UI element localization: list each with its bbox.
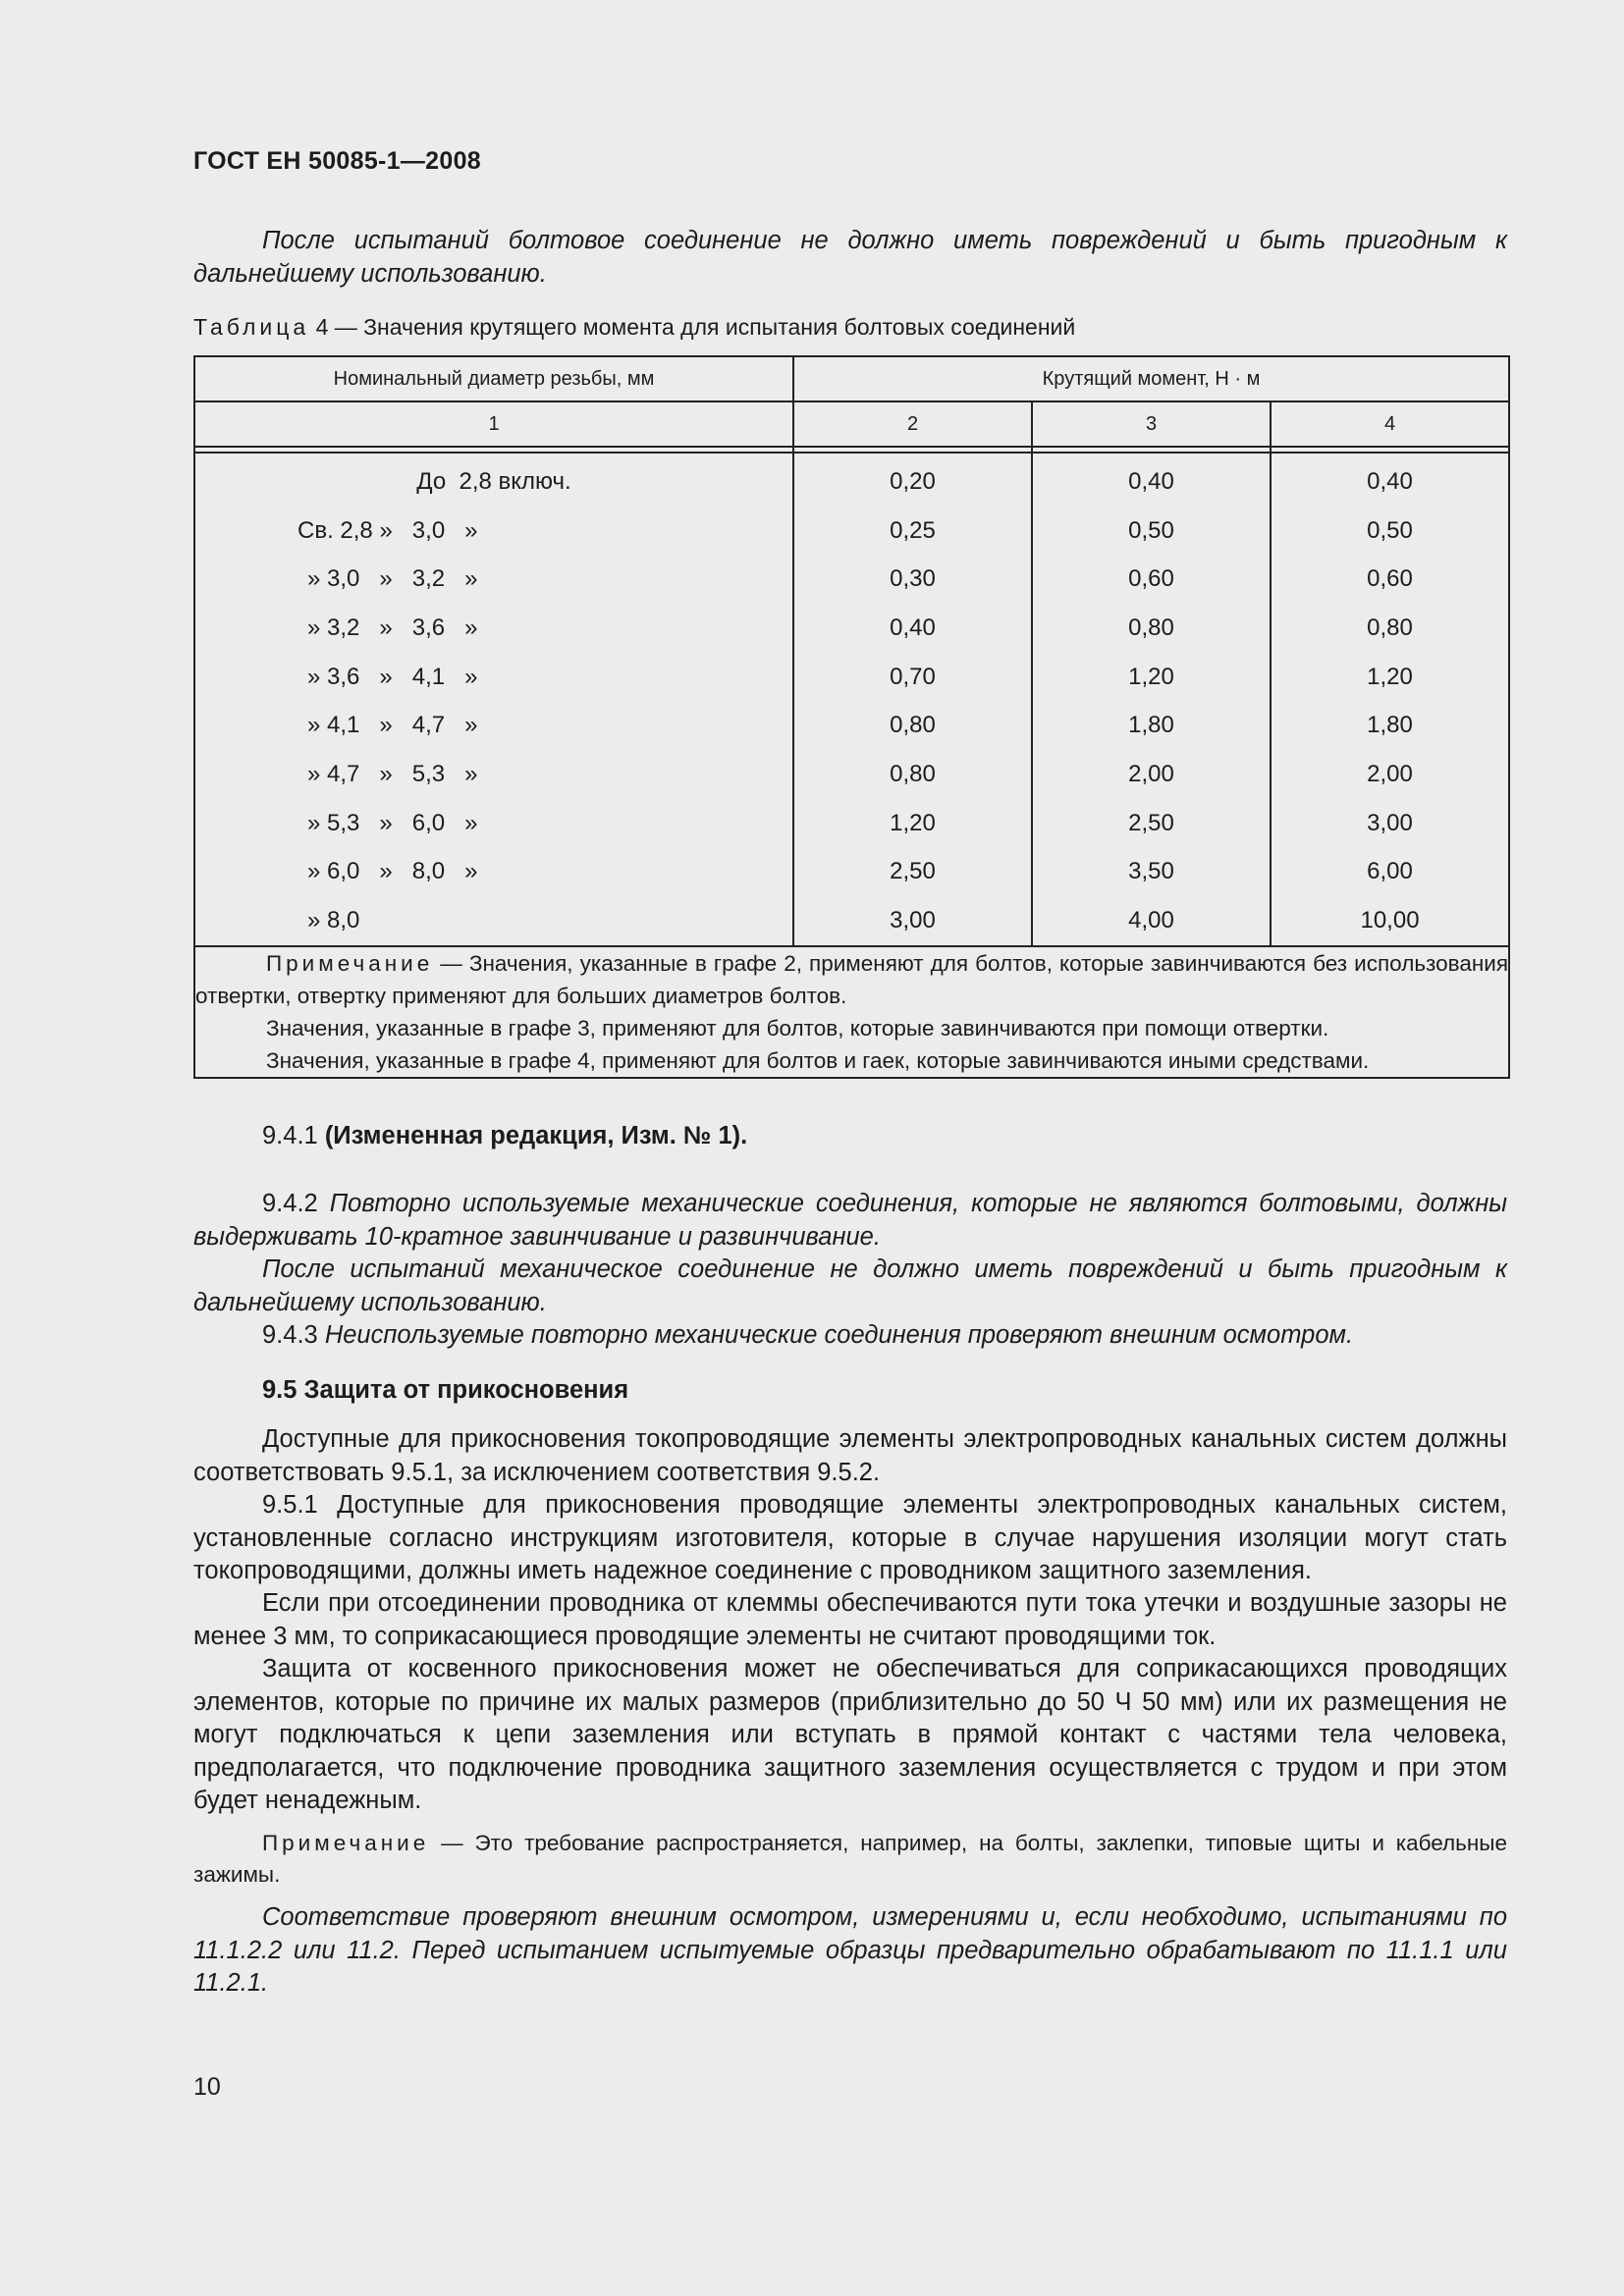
- torque-value-c4: 0,80: [1271, 604, 1509, 653]
- table-caption-text: 4 — Значения крутящего момента для испытания болтовых соединений: [309, 314, 1076, 340]
- diameter-value: » 3,6 » 4,1 »: [307, 663, 478, 690]
- torque-value-c4: 6,00: [1271, 848, 1509, 897]
- section-9-4-1: [193, 1120, 1507, 1153]
- torque-value-c4: 2,00: [1271, 750, 1509, 799]
- note2-label: Примечание: [262, 1831, 430, 1855]
- table-row: [194, 604, 1509, 653]
- section-9-5-title: 9.5 Защита от прикосновения: [262, 1376, 629, 1404]
- amendment-note: (Измененная редакция, Изм. № 1).: [324, 1122, 748, 1149]
- page-number: 10: [193, 2073, 221, 2101]
- col1-header: Номинальный диаметр резьбы, мм: [194, 356, 793, 401]
- table-caption-label: Таблица: [193, 314, 310, 340]
- section-9-5-1-paragraph1: 9.5.1 Доступные для прикосновения проводящие элементы электропроводных канальных систем, установленные согласно инструкциям изготовителя, которые в случае нарушения изоляции могут стать токопроводящими, должны иметь надежное соединение с проводником защитного заземления.: [193, 1491, 1507, 1584]
- col-number: 4: [1271, 401, 1509, 447]
- note-label: Примечание: [266, 950, 434, 976]
- torque-value-c3: 0,50: [1032, 507, 1271, 556]
- torque-value-c2: 0,25: [793, 507, 1032, 556]
- diameter-value: » 6,0 » 8,0 »: [307, 858, 478, 885]
- section-9-4-3: [193, 1319, 1507, 1353]
- table-row: [194, 848, 1509, 897]
- table-row: [194, 453, 1509, 507]
- torque-value-c4: 0,60: [1271, 555, 1509, 604]
- torque-value-c3: 0,40: [1032, 453, 1271, 507]
- section-number: 9.4.1: [262, 1122, 325, 1149]
- note-2: [193, 1828, 1507, 1891]
- section-text: Повторно используемые механические соединения, которые не являются болтовыми, должны выдерживать 10-кратное завинчивание и развинчивание.: [193, 1190, 1507, 1251]
- col2-header: Крутящий момент, Н · м: [793, 356, 1509, 401]
- section-9-4-2: [193, 1188, 1507, 1254]
- col-number: 1: [194, 401, 793, 447]
- torque-value-c2: 2,50: [793, 848, 1032, 897]
- table-row: [194, 701, 1509, 750]
- section-number: 9.4.2: [262, 1190, 330, 1217]
- diameter-cell: [194, 604, 793, 653]
- document-header: ГОСТ ЕН 50085-1—2008: [193, 147, 481, 175]
- diameter-value: » 4,7 » 5,3 »: [307, 760, 478, 787]
- table-caption: [193, 314, 1075, 341]
- torque-value-c3: 0,80: [1032, 604, 1271, 653]
- torque-value-c2: 3,00: [793, 896, 1032, 946]
- col-number: 2: [793, 401, 1032, 447]
- diameter-value: До 2,8 включ.: [416, 467, 571, 495]
- diameter-value: » 3,2 » 3,6 »: [307, 614, 478, 641]
- diameter-value: » 3,0 » 3,2 »: [307, 565, 478, 593]
- torque-value-c3: 0,60: [1032, 555, 1271, 604]
- torque-value-c3: 2,50: [1032, 799, 1271, 848]
- column-number-row: [194, 401, 1509, 447]
- section-9-4-2-after: После испытаний механическое соединение не должно иметь повреждений и быть пригодным к дальнейшему использованию.: [193, 1255, 1507, 1316]
- table-row: [194, 555, 1509, 604]
- table-row: [194, 507, 1509, 556]
- torque-value-c2: 0,80: [793, 750, 1032, 799]
- diameter-cell: [194, 453, 793, 507]
- diameter-value: » 4,1 » 4,7 »: [307, 712, 478, 739]
- torque-value-c2: 1,20: [793, 799, 1032, 848]
- section-number: 9.4.3: [262, 1321, 325, 1349]
- table-row: [194, 799, 1509, 848]
- torque-value-c4: 0,40: [1271, 453, 1509, 507]
- diameter-cell: [194, 701, 793, 750]
- table-row: [194, 750, 1509, 799]
- section-9-5-1-paragraph2: Если при отсоединении проводника от клеммы обеспечиваются пути тока утечки и воздушные зазоры не менее 3 мм, то соприкасающиеся проводящие элементы не считают проводящими ток.: [193, 1589, 1507, 1650]
- torque-value-c2: 0,20: [793, 453, 1032, 507]
- diameter-value: » 8,0: [307, 907, 360, 934]
- torque-value-c2: 0,70: [793, 653, 1032, 702]
- torque-value-c3: 3,50: [1032, 848, 1271, 897]
- table-note-row: [194, 946, 1509, 1078]
- torque-value-c2: 0,30: [793, 555, 1032, 604]
- torque-value-c3: 1,80: [1032, 701, 1271, 750]
- section-9-5-paragraph: Доступные для прикосновения токопроводящие элементы электропроводных канальных систем должны соответствовать 9.5.1, за исключением соответствия 9.5.2.: [193, 1425, 1507, 1486]
- table-row: [194, 653, 1509, 702]
- torque-value-c2: 0,40: [793, 604, 1032, 653]
- diameter-cell: [194, 848, 793, 897]
- diameter-value: » 5,3 » 6,0 »: [307, 809, 478, 836]
- torque-value-c4: 1,20: [1271, 653, 1509, 702]
- diameter-cell: [194, 555, 793, 604]
- note-line3: Значения, указанные в графе 4, применяют для болтов и гаек, которые завинчиваются иными средствами.: [266, 1047, 1370, 1073]
- col-number: 3: [1032, 401, 1271, 447]
- diameter-cell: [194, 750, 793, 799]
- table-note: [194, 946, 1509, 1078]
- torque-value-c4: 10,00: [1271, 896, 1509, 946]
- diameter-cell: [194, 799, 793, 848]
- torque-value-c2: 0,80: [793, 701, 1032, 750]
- diameter-cell: [194, 653, 793, 702]
- torque-value-c4: 1,80: [1271, 701, 1509, 750]
- section-9-5-1-paragraph3: Защита от косвенного прикосновения может не обеспечиваться для соприкасающихся проводящих элементов, которые по причине их малых размеров (приблизительно до 50 Ч 50 мм) или их размещения не могут подключаться к цепи заземления или вступать в прямой контакт с частями тела человека, предполагается, что подключение проводника защитного заземления осуществляется с трудом и при этом будет ненадежным.: [193, 1655, 1507, 1814]
- diameter-cell: [194, 896, 793, 946]
- torque-table: [193, 355, 1510, 1079]
- torque-value-c4: 0,50: [1271, 507, 1509, 556]
- torque-value-c4: 3,00: [1271, 799, 1509, 848]
- compliance-paragraph: Соответствие проверяют внешним осмотром, измерениями и, если необходимо, испытаниями по 11.1.2.2 или 11.2. Перед испытанием испытуемые образцы предварительно обрабатывают по 11.1.1 или 11.2.1.: [193, 1903, 1507, 1997]
- table-row: [194, 896, 1509, 946]
- section-text: Неиспользуемые повторно механические соединения проверяют внешним осмотром.: [324, 1321, 1354, 1349]
- table-body: [194, 453, 1509, 946]
- diameter-cell: [194, 507, 793, 556]
- torque-value-c3: 1,20: [1032, 653, 1271, 702]
- intro-paragraph: После испытаний болтовое соединение не должно иметь повреждений и быть пригодным к дальнейшему использованию.: [193, 227, 1507, 288]
- note-line1: — Значения, указанные в графе 2, применяют для болтов, которые завинчиваются без использования отвертки, отвертку применяют для больших диаметров болтов.: [195, 950, 1509, 1008]
- diameter-value: Св. 2,8 » 3,0 »: [298, 516, 478, 544]
- torque-value-c3: 4,00: [1032, 896, 1271, 946]
- torque-value-c3: 2,00: [1032, 750, 1271, 799]
- table-header-row: [194, 356, 1509, 401]
- note2-text: — Это требование распространяется, например, на болты, заклепки, типовые щиты и кабельные зажимы.: [193, 1831, 1507, 1887]
- note-line2: Значения, указанные в графе 3, применяют для болтов, которые завинчиваются при помощи отвертки.: [266, 1015, 1329, 1041]
